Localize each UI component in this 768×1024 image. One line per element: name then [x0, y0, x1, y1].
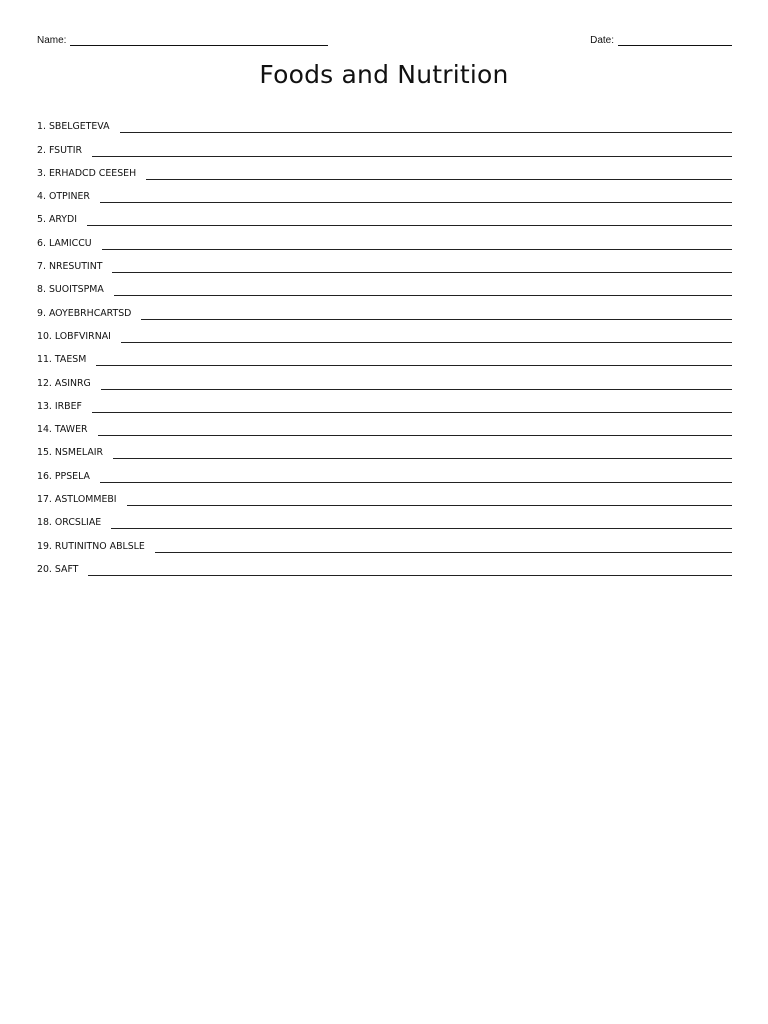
- scramble-list: [37, 111, 732, 577]
- item-number: 20.: [37, 563, 52, 575]
- item-number: 2.: [37, 144, 46, 156]
- list-item: [37, 321, 732, 344]
- list-item: [37, 274, 732, 297]
- scrambled-word: TAWER: [54, 424, 88, 436]
- scrambled-word: RUTINITNO ABLSLE: [54, 540, 145, 552]
- name-label: Name:: [37, 35, 67, 46]
- item-number: 15.: [37, 447, 52, 459]
- scrambled-word: ARYDI: [48, 214, 77, 226]
- answer-line[interactable]: [92, 150, 732, 157]
- answer-line[interactable]: [100, 476, 732, 483]
- name-field: [37, 35, 328, 46]
- item-number: 16.: [37, 470, 52, 482]
- date-input-line[interactable]: [618, 35, 732, 46]
- item-number: 4.: [37, 191, 46, 203]
- item-number: 3.: [37, 167, 46, 179]
- item-number: 7.: [37, 261, 46, 273]
- date-field: [590, 35, 732, 46]
- answer-line[interactable]: [92, 406, 732, 413]
- answer-line[interactable]: [114, 289, 732, 296]
- item-number: 13.: [37, 400, 52, 412]
- date-label: Date:: [590, 35, 614, 46]
- scrambled-word: TAESM: [54, 354, 87, 366]
- list-item: [37, 484, 732, 507]
- list-item: [37, 204, 732, 227]
- list-item: [37, 391, 732, 414]
- item-number: 18.: [37, 517, 52, 529]
- list-item: [37, 227, 732, 250]
- list-item: [37, 554, 732, 577]
- answer-line[interactable]: [112, 266, 732, 273]
- answer-line[interactable]: [113, 452, 732, 459]
- scrambled-word: LAMICCU: [48, 237, 92, 249]
- answer-line[interactable]: [120, 126, 732, 133]
- answer-line[interactable]: [102, 243, 732, 250]
- item-number: 6.: [37, 237, 46, 249]
- list-item: [37, 158, 732, 181]
- item-number: 19.: [37, 540, 52, 552]
- answer-line[interactable]: [96, 359, 732, 366]
- scrambled-word: SUOITSPMA: [48, 284, 104, 296]
- item-number: 10.: [37, 330, 52, 342]
- list-item: [37, 181, 732, 204]
- scrambled-word: NRESUTINT: [48, 261, 103, 273]
- answer-line[interactable]: [141, 313, 732, 320]
- name-input-line[interactable]: [70, 35, 328, 46]
- scrambled-word: ERHADCD CEESEH: [48, 167, 137, 179]
- scrambled-word: PPSELA: [54, 470, 90, 482]
- item-number: 9.: [37, 307, 46, 319]
- scrambled-word: ASTLOMMEBI: [54, 494, 117, 506]
- answer-line[interactable]: [101, 383, 732, 390]
- scrambled-word: FSUTIR: [48, 144, 82, 156]
- scrambled-word: ASINRG: [54, 377, 91, 389]
- item-number: 1.: [37, 121, 46, 133]
- list-item: [37, 297, 732, 320]
- scrambled-word: ORCSLIAE: [54, 517, 102, 529]
- list-item: [37, 414, 732, 437]
- item-number: 11.: [37, 354, 52, 366]
- item-number: 12.: [37, 377, 52, 389]
- answer-line[interactable]: [155, 546, 732, 553]
- answer-line[interactable]: [121, 336, 732, 343]
- scrambled-word: AOYEBRHCARTSD: [48, 307, 132, 319]
- scrambled-word: LOBFVIRNAI: [54, 330, 111, 342]
- scrambled-word: IRBEF: [54, 400, 82, 412]
- item-number: 5.: [37, 214, 46, 226]
- list-item: [37, 134, 732, 157]
- worksheet-header: [37, 35, 732, 49]
- list-item: [37, 530, 732, 553]
- scrambled-word: OTPINER: [48, 191, 90, 203]
- scrambled-word: SBELGETEVA: [48, 121, 110, 133]
- item-number: 17.: [37, 494, 52, 506]
- answer-line[interactable]: [146, 173, 732, 180]
- scrambled-word: SAFT: [54, 563, 79, 575]
- list-item: [37, 437, 732, 460]
- answer-line[interactable]: [100, 196, 732, 203]
- list-item: [37, 367, 732, 390]
- answer-line[interactable]: [111, 522, 732, 529]
- answer-line[interactable]: [98, 429, 732, 436]
- list-item: [37, 111, 732, 134]
- list-item: [37, 507, 732, 530]
- list-item: [37, 460, 732, 483]
- answer-line[interactable]: [88, 569, 732, 576]
- list-item: [37, 344, 732, 367]
- list-item: [37, 251, 732, 274]
- scrambled-word: NSMELAIR: [54, 447, 104, 459]
- page-title: Foods and Nutrition: [259, 60, 509, 89]
- answer-line[interactable]: [87, 219, 732, 226]
- item-number: 14.: [37, 424, 52, 436]
- answer-line[interactable]: [127, 499, 732, 506]
- item-number: 8.: [37, 284, 46, 296]
